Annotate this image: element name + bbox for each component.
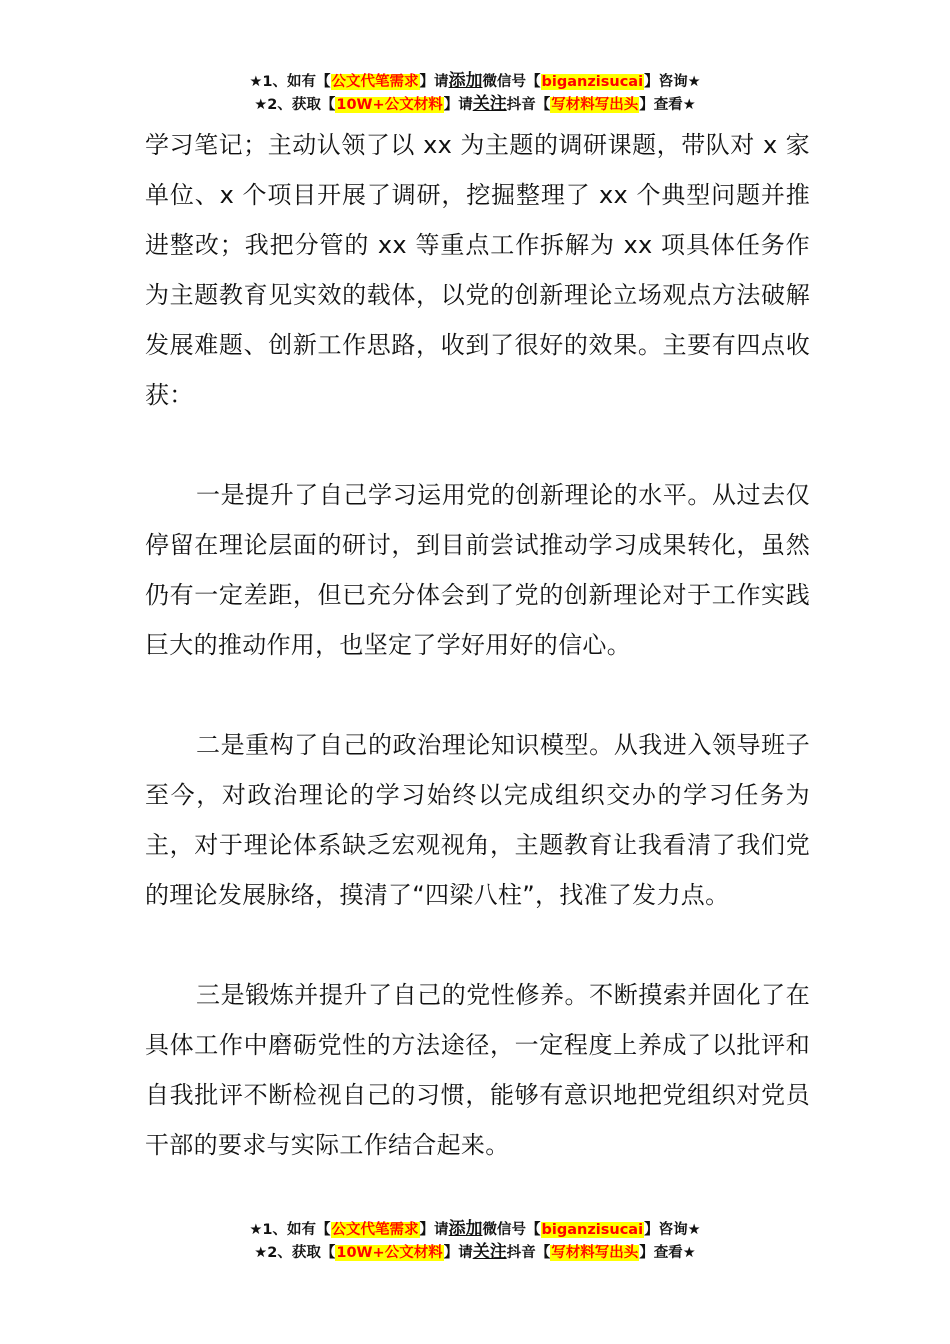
footer-line-1-mid2: 微信号【 (482, 1222, 541, 1238)
banner-line-2-mid: 】请 (443, 97, 473, 113)
banner-highlight-materials: 10W+公文材料 (336, 97, 443, 113)
banner-line-2-suffix: 】查看★ (639, 97, 696, 113)
footer-line-1-prefix: ★1、如有【 (249, 1222, 331, 1238)
banner-highlight-service: 公文代笔需求 (331, 74, 419, 90)
footer-banner (0, 1218, 950, 1264)
paragraph-gain-3: 三是锻炼并提升了自己的党性修养。不断摸索并固化了在具体工作中磨砺党性的方法途径，一定程度上养成了以批评和自我批评不断检视自己的习惯，能够有意识地把党组织对党员干部的要求与实际工作结合起来。 (145, 981, 810, 1159)
banner-line-1 (0, 70, 950, 93)
footer-banner-line-1 (0, 1218, 950, 1241)
banner-highlight-douyin: 写材料写出头 (551, 97, 639, 113)
footer-banner-line-2 (0, 1241, 950, 1264)
paragraph-gain-1: 一是提升了自己学习运用党的创新理论的水平。从过去仅停留在理论层面的研讨，到目前尝试推动学习成果转化，虽然仍有一定差距，但已充分体会到了党的创新理论对于工作实践巨大的推动作用，也坚定了学好用好的信心。 (145, 481, 810, 659)
header-banner (0, 70, 950, 116)
banner-line-1-mid: 】请 (419, 74, 449, 90)
banner-emphasis-add: 添加 (448, 71, 483, 91)
footer-line-1-suffix: 】咨询★ (644, 1222, 701, 1238)
banner-highlight-wechat-id: biganzisucai (541, 74, 644, 90)
footer-highlight-materials: 10W+公文材料 (336, 1245, 443, 1261)
paragraph-gain-2: 二是重构了自己的政治理论知识模型。从我进入领导班子至今，对政治理论的学习始终以完成组织交办的学习任务为主，对于理论体系缺乏宏观视角，主题教育让我看清了我们党的理论发展脉络，摸清了“四梁八柱”，找准了发力点。 (145, 731, 810, 909)
footer-emphasis-follow: 关注 (472, 1242, 507, 1262)
footer-highlight-douyin: 写材料写出头 (551, 1245, 639, 1261)
footer-emphasis-add: 添加 (448, 1219, 483, 1239)
banner-line-1-prefix: ★1、如有【 (249, 74, 331, 90)
banner-line-2-mid2: 抖音【 (506, 97, 551, 113)
footer-line-2-mid: 】请 (443, 1245, 473, 1261)
footer-highlight-service: 公文代笔需求 (331, 1222, 419, 1238)
banner-line-2 (0, 93, 950, 116)
banner-emphasis-follow: 关注 (472, 94, 507, 114)
paragraph-intro: 学习笔记；主动认领了以 xx 为主题的调研课题，带队对 x 家单位、x 个项目开展了调研，挖掘整理了 xx 个典型问题并推进整改；我把分管的 xx 等重点工作拆解为 xx 项具体任务作为主题教育见实效的载体，以党的创新理论立场观点方法破解发展难题、创新工作思路，收到了很好的效果。主要有四点收获： (145, 131, 810, 409)
footer-line-2-suffix: 】查看★ (639, 1245, 696, 1261)
banner-line-2-prefix: ★2、获取【 (254, 97, 336, 113)
footer-line-1-mid: 】请 (419, 1222, 449, 1238)
footer-highlight-wechat-id: biganzisucai (541, 1222, 644, 1238)
banner-line-1-mid2: 微信号【 (482, 74, 541, 90)
footer-line-2-mid2: 抖音【 (506, 1245, 551, 1261)
banner-line-1-suffix: 】咨询★ (644, 74, 701, 90)
footer-line-2-prefix: ★2、获取【 (254, 1245, 336, 1261)
document-body (145, 120, 810, 1170)
